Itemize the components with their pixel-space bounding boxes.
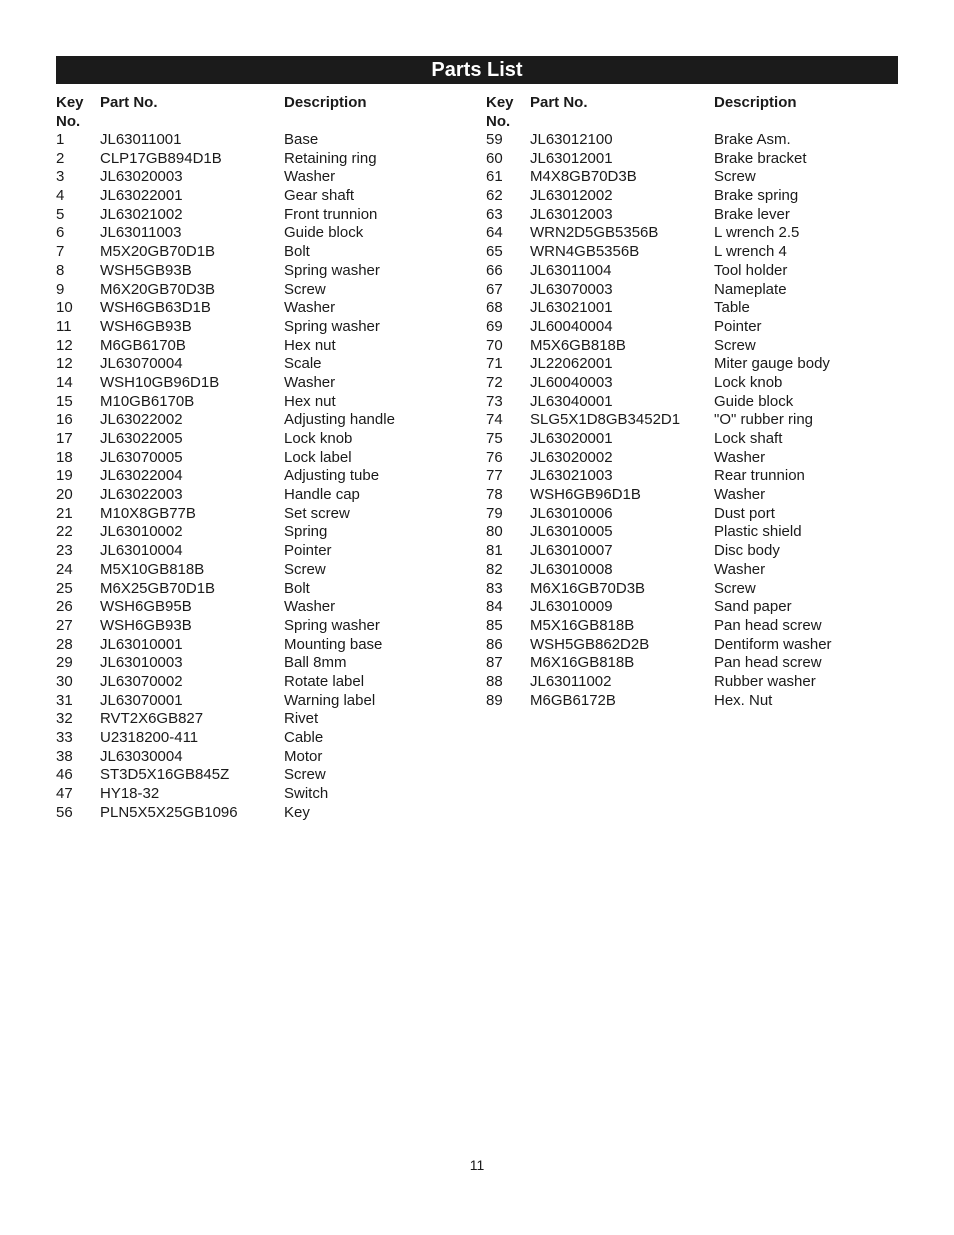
key-no-cell: 11 — [56, 317, 72, 335]
part-no-cell: M10X8GB77B — [100, 504, 196, 522]
part-no-cell: JL63010003 — [100, 654, 183, 672]
key-no-cell: 20 — [56, 486, 73, 504]
key-no-cell: 18 — [56, 448, 73, 466]
part-no-cell: CLP17GB894D1B — [100, 149, 222, 167]
description-cell: Warning label — [284, 691, 376, 709]
key-no-cell: 72 — [486, 373, 503, 391]
part-no-cell: M6X20GB70D3B — [100, 280, 216, 298]
description-cell: Pan head screw — [714, 654, 822, 672]
part-no-cell: RVT2X6GB827 — [100, 710, 204, 728]
key-no-cell: 10 — [56, 299, 73, 317]
key-no-cell: 22 — [56, 523, 73, 541]
description-cell: Table — [714, 299, 750, 317]
part-no-cell: JL63022004 — [100, 467, 183, 485]
part-no-cell: WSH6GB93B — [100, 616, 192, 634]
description-cell: Gear shaft — [284, 187, 355, 205]
key-no-cell: 2 — [56, 149, 65, 167]
key-no-cell: 67 — [486, 280, 503, 298]
part-no-cell: JL63010005 — [530, 523, 613, 541]
part-no-cell: JL63070005 — [100, 448, 183, 466]
key-no-cell: 14 — [56, 373, 73, 391]
header-key-no: Key No. — [486, 94, 514, 130]
key-no-cell: 32 — [56, 710, 73, 728]
description-cell: Spring washer — [284, 317, 380, 335]
part-no-cell: JL63011003 — [100, 224, 182, 242]
header-description: Description — [714, 94, 797, 111]
description-cell: Lock knob — [714, 373, 783, 391]
key-no-cell: 87 — [486, 654, 503, 672]
description-cell: Spring washer — [284, 616, 380, 634]
part-no-cell: JL63020003 — [100, 168, 183, 186]
key-no-cell: 64 — [486, 224, 503, 242]
key-no-cell: 66 — [486, 261, 503, 279]
key-no-cell: 79 — [486, 504, 503, 522]
key-no-cell: 29 — [56, 654, 73, 672]
key-no-cell: 60 — [486, 149, 503, 167]
description-cell: Rotate label — [284, 672, 365, 690]
part-no-cell: JL63012002 — [530, 187, 613, 205]
part-no-cell: WRN4GB5356B — [530, 243, 640, 261]
description-cell: Screw — [284, 766, 326, 784]
key-no-cell: 56 — [56, 803, 73, 821]
key-no-cell: 4 — [56, 187, 65, 205]
part-no-cell: JL63022003 — [100, 486, 183, 504]
part-no-cell: WSH10GB96D1B — [100, 373, 220, 391]
key-no-cell: 17 — [56, 430, 73, 447]
part-no-cell: JL63010002 — [100, 523, 183, 541]
key-no-cell: 15 — [56, 392, 73, 410]
description-cell: Washer — [714, 486, 766, 504]
part-no-cell: JL63040001 — [530, 392, 613, 410]
description-cell: Washer — [284, 373, 336, 391]
description-cell: Pointer — [714, 317, 762, 335]
description-cell: Screw — [714, 579, 756, 597]
key-no-cell: 9 — [56, 280, 65, 298]
key-no-cell: 82 — [486, 560, 503, 578]
description-cell: Switch — [284, 785, 329, 803]
description-cell: L wrench 4 — [714, 243, 787, 261]
key-no-cell: 89 — [486, 691, 503, 709]
description-cell: "O" rubber ring — [714, 411, 814, 429]
description-cell: Screw — [284, 280, 326, 298]
key-no-cell: 38 — [56, 747, 73, 765]
key-no-cell: 24 — [56, 560, 73, 578]
part-no-cell: M6X25GB70D1B — [100, 579, 216, 597]
part-no-cell: JL60040003 — [530, 373, 613, 391]
key-no-cell: 28 — [56, 635, 73, 653]
description-cell: Screw — [714, 336, 756, 354]
description-cell: Disc body — [714, 542, 780, 560]
description-cell: Spring washer — [284, 261, 380, 279]
description-cell: Cable — [284, 729, 324, 746]
part-no-cell: JL63010006 — [530, 504, 613, 522]
part-no-cell: JL63070004 — [100, 355, 183, 373]
key-no-cell: 75 — [486, 430, 503, 447]
key-no-cell: 7 — [56, 243, 65, 261]
key-no-cell: 77 — [486, 467, 503, 485]
page-title: Parts List — [56, 56, 898, 84]
part-no-cell: JL63070001 — [100, 691, 183, 709]
key-no-cell: 63 — [486, 205, 503, 223]
description-cell: Dust port — [714, 504, 775, 522]
part-no-cell: JL63011004 — [530, 261, 612, 279]
part-no-cell: JL63020001 — [530, 430, 613, 447]
description-cell: Dentiform washer — [714, 635, 832, 653]
key-no-cell: 86 — [486, 635, 503, 653]
description-cell: Miter gauge body — [714, 355, 830, 373]
key-no-cell: 30 — [56, 672, 73, 690]
description-cell: L wrench 2.5 — [714, 224, 800, 242]
description-cell: Hex. Nut — [714, 691, 773, 709]
key-no-cell: 69 — [486, 317, 503, 335]
key-no-cell: 21 — [56, 504, 73, 522]
part-no-cell: HY18-32 — [100, 785, 160, 803]
part-no-cell: M5X20GB70D1B — [100, 243, 216, 261]
key-no-cell: 12 — [56, 355, 73, 373]
key-no-cell: 3 — [56, 168, 65, 186]
description-cell: Adjusting tube — [284, 467, 380, 485]
description-cell: Brake bracket — [714, 149, 807, 167]
description-cell: Spring — [284, 523, 328, 541]
part-no-cell: JL63012100 — [530, 131, 613, 148]
key-no-cell: 33 — [56, 729, 73, 746]
part-no-cell: M5X6GB818B — [530, 336, 626, 354]
key-no-cell: 12 — [56, 336, 73, 354]
description-cell: Washer — [284, 598, 336, 616]
description-cell: Washer — [284, 299, 336, 317]
part-no-cell: WRN2D5GB5356B — [530, 224, 659, 242]
part-no-cell: JL63011002 — [530, 672, 612, 690]
part-no-cell: JL63011001 — [100, 131, 182, 148]
description-cell: Pointer — [284, 542, 332, 560]
part-no-cell: JL63021002 — [100, 205, 183, 223]
description-cell: Washer — [714, 448, 766, 466]
description-cell: Brake lever — [714, 205, 790, 223]
key-no-cell: 47 — [56, 785, 73, 803]
key-no-cell: 27 — [56, 616, 73, 634]
part-no-cell: JL60040004 — [530, 317, 613, 335]
description-cell: Lock shaft — [714, 430, 783, 447]
key-no-cell: 76 — [486, 448, 503, 466]
part-no-cell: JL63022005 — [100, 430, 183, 447]
part-no-cell: PLN5X5X25GB1096 — [100, 803, 238, 821]
part-no-cell: JL63010004 — [100, 542, 183, 560]
key-no-cell: 73 — [486, 392, 503, 410]
description-cell: Hex nut — [284, 392, 336, 410]
key-no-cell: 62 — [486, 187, 503, 205]
part-no-cell: M6X16GB70D3B — [530, 579, 646, 597]
description-cell: Rivet — [284, 710, 319, 728]
description-cell: Guide block — [714, 392, 794, 410]
description-cell: Washer — [284, 168, 336, 186]
header-key-no: Key No. — [56, 94, 84, 130]
part-no-cell: JL63030004 — [100, 747, 183, 765]
description-cell: Lock label — [284, 448, 352, 466]
key-no-cell: 83 — [486, 579, 503, 597]
description-cell: Brake spring — [714, 187, 799, 205]
key-no-cell: 46 — [56, 766, 73, 784]
key-no-cell: 23 — [56, 542, 73, 560]
description-cell: Guide block — [284, 224, 364, 242]
part-no-cell: JL63070003 — [530, 280, 613, 298]
part-no-cell: JL63022001 — [100, 187, 183, 205]
description-cell: Bolt — [284, 579, 310, 597]
key-no-cell: 1 — [56, 131, 65, 148]
description-cell: Screw — [714, 168, 756, 186]
part-no-cell: WSH6GB96D1B — [530, 486, 641, 504]
part-no-cell: M6GB6172B — [530, 691, 616, 709]
description-cell: Screw — [284, 560, 326, 578]
key-no-cell: 8 — [56, 261, 65, 279]
key-no-cell: 80 — [486, 523, 503, 541]
part-no-cell: JL63020002 — [530, 448, 613, 466]
key-no-cell: 78 — [486, 486, 503, 504]
key-no-cell: 61 — [486, 168, 503, 186]
part-no-cell: JL63010008 — [530, 560, 613, 578]
part-no-cell: M4X8GB70D3B — [530, 168, 637, 186]
key-no-cell: 19 — [56, 467, 73, 485]
part-no-cell: ST3D5X16GB845Z — [100, 766, 230, 784]
key-no-cell: 16 — [56, 411, 73, 429]
description-cell: Plastic shield — [714, 523, 802, 541]
part-no-cell: JL63021001 — [530, 299, 613, 317]
part-no-cell: JL63012003 — [530, 205, 613, 223]
description-cell: Hex nut — [284, 336, 336, 354]
description-cell: Rear trunnion — [714, 467, 805, 485]
key-no-cell: 5 — [56, 205, 65, 223]
description-cell: Bolt — [284, 243, 310, 261]
key-no-cell: 68 — [486, 299, 503, 317]
description-cell: Rubber washer — [714, 672, 816, 690]
description-cell: Base — [284, 131, 319, 148]
key-no-cell: 84 — [486, 598, 503, 616]
key-no-cell: 74 — [486, 411, 503, 429]
description-cell: Tool holder — [714, 261, 788, 279]
description-cell: Nameplate — [714, 280, 787, 298]
description-cell: Lock knob — [284, 430, 353, 447]
part-no-cell: JL63021003 — [530, 467, 613, 485]
header-part-no: Part No. — [100, 94, 158, 111]
description-cell: Adjusting handle — [284, 411, 395, 429]
part-no-cell: WSH5GB862D2B — [530, 635, 650, 653]
part-no-cell: JL63070002 — [100, 672, 183, 690]
part-no-cell: U2318200-411 — [100, 729, 199, 746]
key-no-cell: 88 — [486, 672, 503, 690]
part-no-cell: M6X16GB818B — [530, 654, 635, 672]
description-cell: Pan head screw — [714, 616, 822, 634]
description-cell: Brake Asm. — [714, 131, 791, 148]
description-cell: Handle cap — [284, 486, 360, 504]
description-cell: Scale — [284, 355, 322, 373]
part-no-cell: JL63010009 — [530, 598, 613, 616]
part-no-cell: M6GB6170B — [100, 336, 186, 354]
part-no-cell: WSH5GB93B — [100, 261, 192, 279]
part-no-cell: JL63010001 — [100, 635, 183, 653]
header-description: Description — [284, 94, 367, 111]
part-no-cell: JL22062001 — [530, 355, 613, 373]
part-no-cell: M5X16GB818B — [530, 616, 635, 634]
description-cell: Retaining ring — [284, 149, 377, 167]
description-cell: Set screw — [284, 504, 350, 522]
key-no-cell: 31 — [56, 691, 73, 709]
description-cell: Ball 8mm — [284, 654, 347, 672]
part-no-cell: JL63012001 — [530, 149, 613, 167]
part-no-cell: WSH6GB63D1B — [100, 299, 211, 317]
description-cell: Washer — [714, 560, 766, 578]
part-no-cell: WSH6GB93B — [100, 317, 192, 335]
part-no-cell: WSH6GB95B — [100, 598, 192, 616]
header-part-no: Part No. — [530, 94, 588, 111]
key-no-cell: 26 — [56, 598, 73, 616]
key-no-cell: 70 — [486, 336, 503, 354]
description-cell: Mounting base — [284, 635, 383, 653]
part-no-cell: M10GB6170B — [100, 392, 195, 410]
key-no-cell: 25 — [56, 579, 73, 597]
description-cell: Sand paper — [714, 598, 792, 616]
page-number: 11 — [469, 1157, 485, 1173]
key-no-cell: 6 — [56, 224, 65, 242]
key-no-cell: 65 — [486, 243, 503, 261]
part-no-cell: SLG5X1D8GB3452D1 — [530, 411, 681, 429]
key-no-cell: 71 — [486, 355, 503, 373]
key-no-cell: 81 — [486, 542, 503, 560]
description-cell: Key — [284, 803, 310, 821]
key-no-cell: 59 — [486, 131, 503, 148]
description-cell: Front trunnion — [284, 205, 378, 223]
part-no-cell: JL63010007 — [530, 542, 613, 560]
part-no-cell: JL63022002 — [100, 411, 183, 429]
description-cell: Motor — [284, 747, 323, 765]
key-no-cell: 85 — [486, 616, 503, 634]
part-no-cell: M5X10GB818B — [100, 560, 205, 578]
